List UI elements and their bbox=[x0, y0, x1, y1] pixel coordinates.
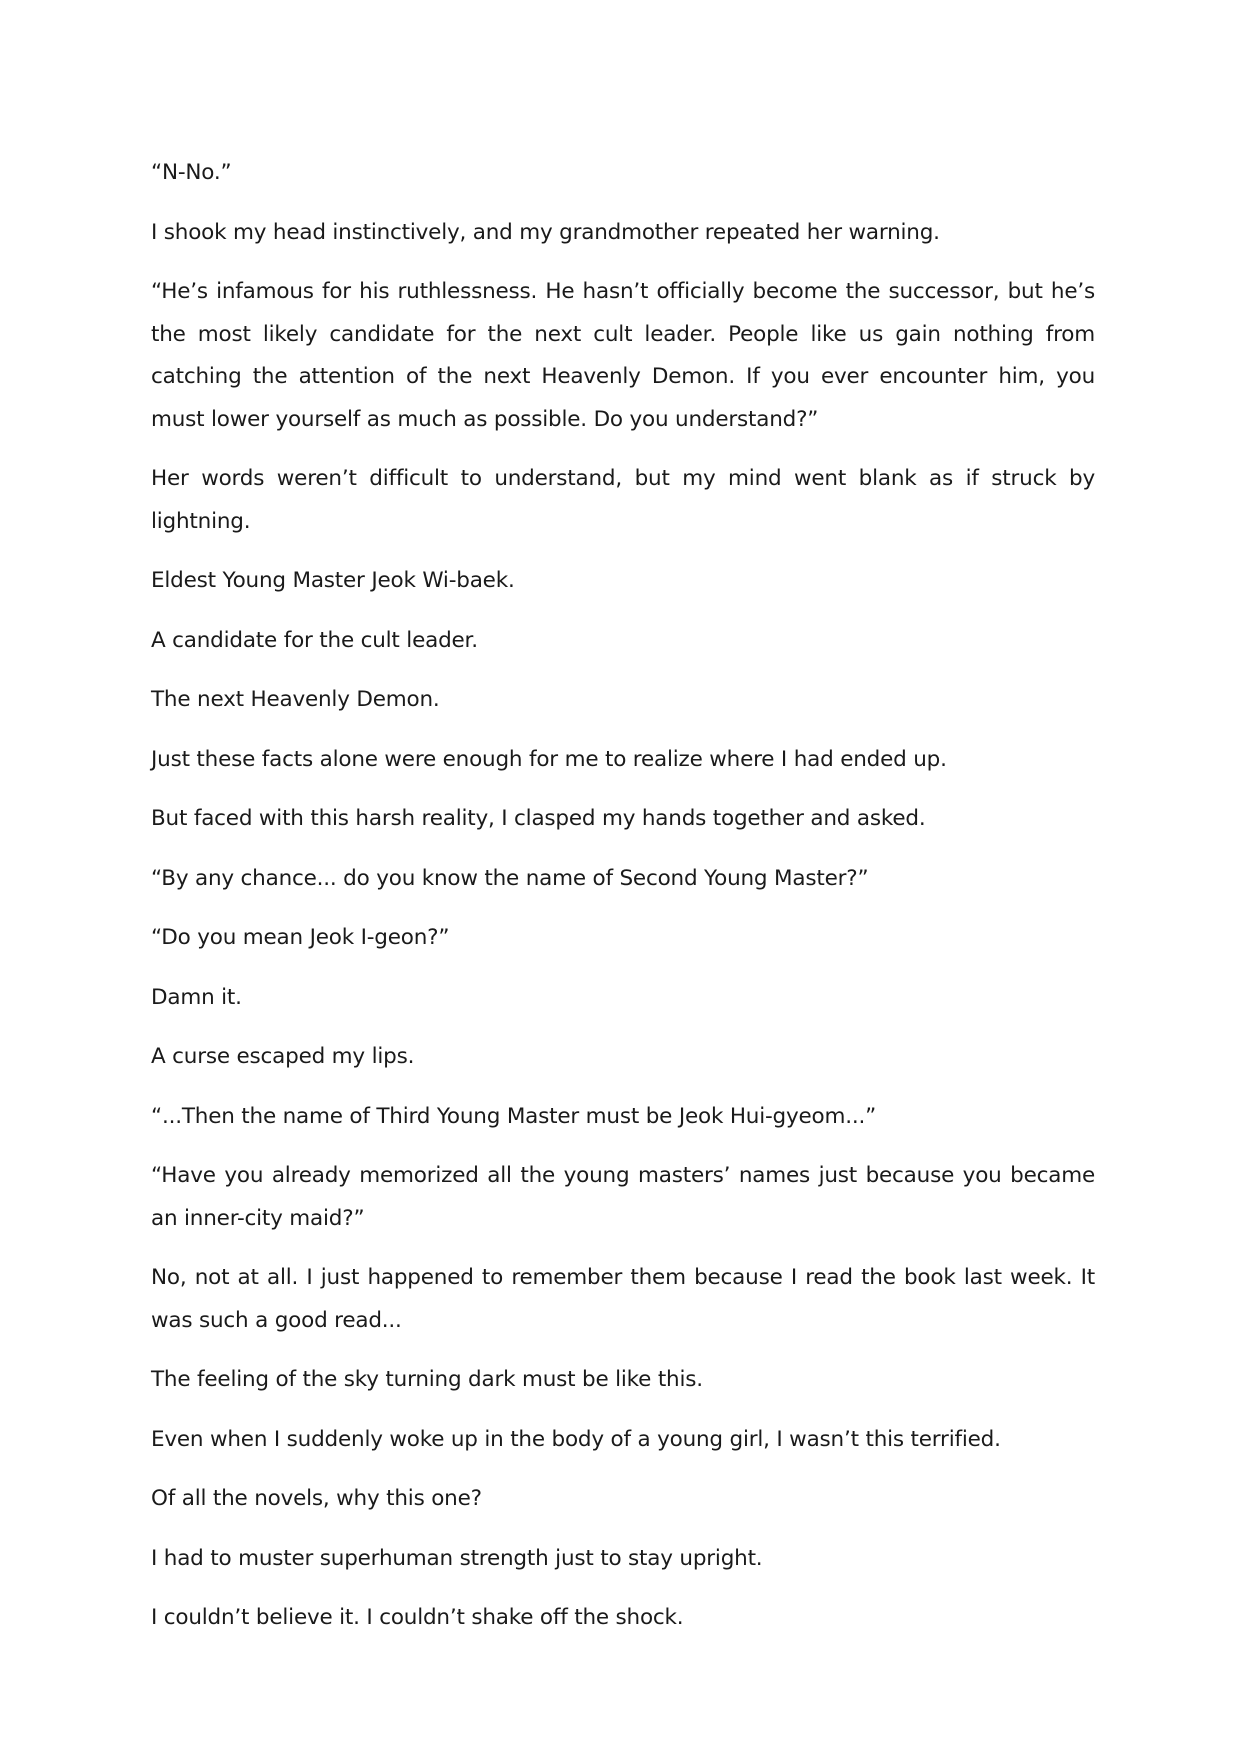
body-text bbox=[151, 152, 1095, 1657]
paragraph-16: No, not at all. I just happened to remember them because I read the book last week. It was such a good read... bbox=[151, 1265, 1095, 1333]
paragraph-17: The feeling of the sky turning dark must be like this. bbox=[151, 1367, 703, 1392]
paragraph-11: “Do you mean Jeok I-geon?” bbox=[151, 925, 450, 950]
paragraph-15: “Have you already memorized all the young masters’ names just because you became an inner-city maid?” bbox=[151, 1163, 1095, 1231]
paragraph-14: “...Then the name of Third Young Master must be Jeok Hui-gyeom...” bbox=[151, 1103, 877, 1129]
paragraph-10: “By any chance... do you know the name of Second Young Master?” bbox=[151, 865, 869, 891]
paragraph-4: Her words weren’t difficult to understand, but my mind went blank as if struck by lightning. bbox=[151, 466, 1095, 534]
paragraph-12: Damn it. bbox=[151, 984, 242, 1010]
paragraph-7: The next Heavenly Demon. bbox=[151, 687, 440, 712]
paragraph-9: But faced with this harsh reality, I clasped my hands together and asked. bbox=[151, 806, 926, 831]
paragraph-19: Of all the novels, why this one? bbox=[151, 1486, 482, 1511]
paragraph-18: Even when I suddenly woke up in the body of a young girl, I wasn’t this terrified. bbox=[151, 1426, 1001, 1452]
paragraph-2: I shook my head instinctively, and my grandmother repeated her warning. bbox=[151, 219, 940, 245]
paragraph-5: Eldest Young Master Jeok Wi-baek. bbox=[151, 568, 515, 593]
paragraph-20: I had to muster superhuman strength just to stay upright. bbox=[151, 1545, 763, 1571]
paragraph-21: I couldn’t believe it. I couldn’t shake off the shock. bbox=[151, 1605, 684, 1630]
paragraph-6: A candidate for the cult leader. bbox=[151, 627, 478, 653]
paragraph-13: A curse escaped my lips. bbox=[151, 1044, 415, 1069]
paragraph-1: “N-No.” bbox=[151, 160, 232, 185]
paragraph-3: “He’s infamous for his ruthlessness. He hasn’t officially become the successor, but he’s the most likely candidate for the next cult leader. People like us gain nothing from catching the attention of the next Heavenly Demon. If you ever encounter him, you must lower yourself as much as possible. Do you understand?” bbox=[151, 279, 1095, 432]
paragraph-8: Just these facts alone were enough for me to realize where I had ended up. bbox=[151, 746, 947, 772]
